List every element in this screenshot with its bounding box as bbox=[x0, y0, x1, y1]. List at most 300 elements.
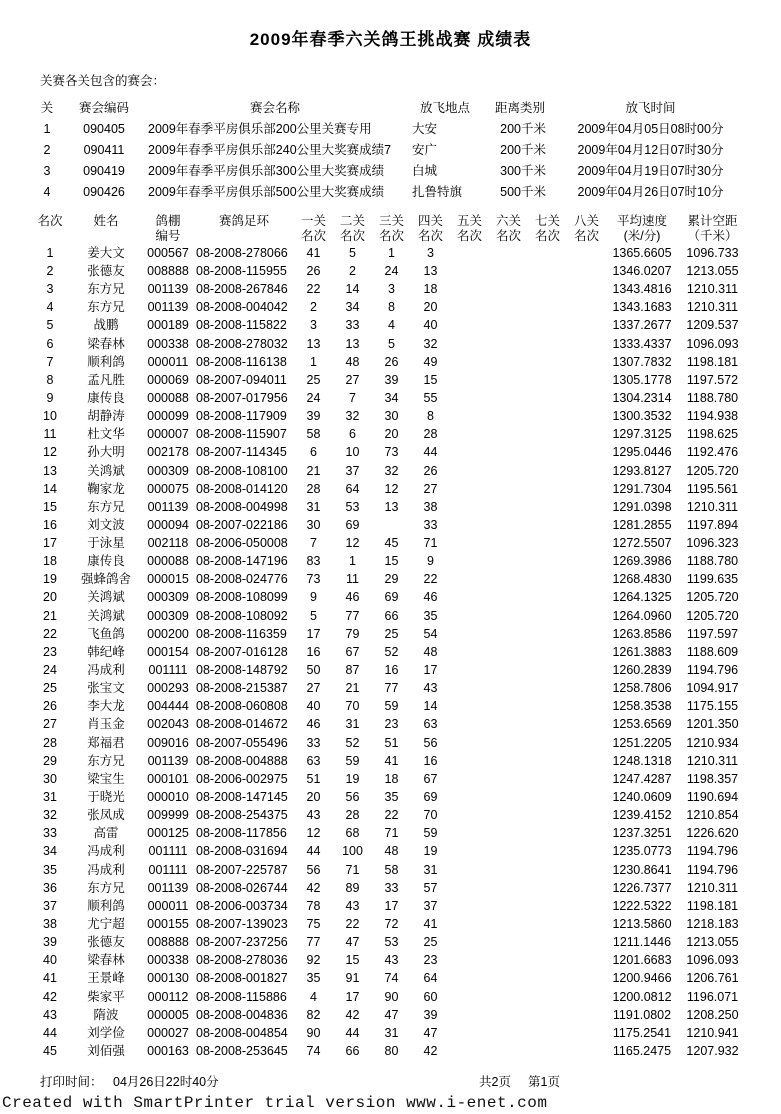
table-cell: 53 bbox=[345, 499, 360, 514]
table-cell bbox=[567, 444, 606, 462]
table-cell: 尤宁超 bbox=[87, 917, 125, 932]
table-cell bbox=[528, 335, 567, 353]
table-cell bbox=[489, 1006, 528, 1024]
table-cell: 37 bbox=[43, 898, 57, 913]
table-cell: 43 bbox=[306, 808, 321, 823]
table-cell: 08-2008-116359 bbox=[196, 626, 287, 641]
table-cell: 12 bbox=[43, 445, 57, 460]
table-cell: 1260.2839 bbox=[612, 663, 672, 678]
table-cell: 2009年04月05日08时00分 bbox=[577, 122, 724, 137]
table-cell: 刘文波 bbox=[87, 517, 125, 532]
table-cell bbox=[489, 262, 528, 280]
table-cell: 顺利鸽 bbox=[87, 354, 125, 369]
table-cell: 强蜂鸽舍 bbox=[80, 572, 131, 587]
table-cell bbox=[528, 951, 567, 969]
table-cell: (米/分) bbox=[623, 229, 661, 244]
table-row bbox=[30, 679, 747, 697]
table-cell: 44 bbox=[306, 844, 321, 859]
table-row bbox=[30, 317, 747, 335]
table-cell: 杜文华 bbox=[87, 427, 125, 442]
table-cell bbox=[528, 534, 567, 552]
table-cell: 1205.720 bbox=[686, 590, 739, 605]
table-cell bbox=[567, 298, 606, 316]
table-cell: 31 bbox=[306, 499, 321, 514]
table-cell bbox=[489, 861, 528, 879]
table-cell bbox=[489, 389, 528, 407]
table-cell: 1239.4152 bbox=[612, 808, 672, 823]
table-cell bbox=[450, 897, 489, 915]
table-cell: 1297.3125 bbox=[612, 427, 672, 442]
table-cell bbox=[528, 770, 567, 788]
table-cell: 东方兄 bbox=[87, 753, 125, 768]
table-cell: 5 bbox=[310, 608, 317, 623]
table-cell: 冯成利 bbox=[87, 663, 125, 678]
table-cell bbox=[489, 571, 528, 589]
table-cell: 13 bbox=[43, 463, 57, 478]
table-cell bbox=[528, 897, 567, 915]
table-cell: 08-2008-108100 bbox=[196, 463, 288, 478]
table-row bbox=[30, 280, 747, 298]
table-cell: 大安 bbox=[412, 122, 438, 137]
table-cell bbox=[450, 280, 489, 298]
table-cell: 1237.3251 bbox=[612, 826, 672, 841]
table-cell: 1194.796 bbox=[686, 844, 739, 859]
table-cell: 1 bbox=[46, 245, 54, 260]
table-row bbox=[30, 552, 747, 570]
table-row bbox=[30, 933, 747, 951]
table-cell: 24 bbox=[43, 663, 57, 678]
table-cell: 3 bbox=[43, 164, 51, 179]
table-cell: 编号 bbox=[155, 229, 181, 244]
table-cell bbox=[567, 716, 606, 734]
table-cell: 08-2008-115907 bbox=[196, 427, 287, 442]
table-cell: 08-2008-117856 bbox=[196, 826, 287, 841]
table-cell bbox=[567, 353, 606, 371]
table-cell: 41 bbox=[423, 917, 438, 932]
table-cell bbox=[528, 933, 567, 951]
table-cell: 004444 bbox=[147, 699, 189, 714]
table-cell bbox=[450, 970, 489, 988]
table-cell: 2009年04月12日07时30分 bbox=[577, 143, 724, 158]
table-cell: 11 bbox=[346, 572, 359, 587]
table-cell bbox=[489, 607, 528, 625]
table-cell bbox=[528, 498, 567, 516]
table-cell: 32 bbox=[345, 409, 360, 424]
table-cell bbox=[450, 843, 489, 861]
table-cell: 1165.2475 bbox=[612, 1044, 672, 1058]
table-cell: 1230.8641 bbox=[612, 862, 672, 877]
table-cell: 38 bbox=[43, 917, 57, 932]
table-cell: 73 bbox=[384, 445, 399, 460]
table-cell: 6 bbox=[349, 427, 356, 442]
table-cell: 13 bbox=[384, 499, 399, 514]
table-cell: 71 bbox=[384, 826, 399, 841]
table-cell: 22 bbox=[384, 808, 399, 823]
table-cell: 1096.323 bbox=[686, 536, 739, 551]
table-cell: 刘学俭 bbox=[87, 1025, 125, 1040]
table-cell: 47 bbox=[423, 1025, 438, 1040]
table-cell: 08-2006-002975 bbox=[196, 771, 288, 786]
table-cell bbox=[450, 716, 489, 734]
table-cell: 34 bbox=[384, 390, 399, 405]
table-cell: 87 bbox=[345, 663, 360, 678]
table-cell: 000338 bbox=[147, 953, 189, 968]
table-cell: 1263.8586 bbox=[612, 626, 672, 641]
table-cell: 1248.1318 bbox=[612, 753, 672, 768]
table-cell: 55 bbox=[423, 390, 438, 405]
table-cell: 008888 bbox=[147, 263, 189, 278]
table-row bbox=[30, 444, 747, 462]
table-cell bbox=[450, 788, 489, 806]
table-cell: 1188.609 bbox=[686, 644, 739, 659]
table-cell: 44 bbox=[345, 1025, 360, 1040]
table-cell: 58 bbox=[306, 427, 321, 442]
table-cell: 王景峰 bbox=[87, 971, 125, 986]
table-cell bbox=[567, 679, 606, 697]
table-cell bbox=[567, 516, 606, 534]
table-cell: 梁春林 bbox=[87, 953, 125, 968]
table-cell: 4 bbox=[388, 318, 395, 333]
table-cell: 64 bbox=[423, 971, 438, 986]
table-cell: 001139 bbox=[147, 282, 189, 297]
races-section-label: 关赛各关包含的赛会： bbox=[40, 74, 166, 88]
table-cell: 090426 bbox=[83, 185, 125, 200]
table-row bbox=[30, 140, 745, 161]
table-cell: 44 bbox=[43, 1025, 57, 1040]
table-cell: 000338 bbox=[147, 336, 189, 351]
table-cell: 3 bbox=[46, 282, 54, 297]
table-cell: 51 bbox=[306, 771, 321, 786]
table-row bbox=[30, 788, 747, 806]
table-cell: 1200.0812 bbox=[612, 989, 672, 1004]
table-cell bbox=[489, 1042, 528, 1060]
table-row bbox=[30, 516, 747, 534]
table-cell: 名次 bbox=[339, 229, 365, 244]
table-cell bbox=[567, 915, 606, 933]
table-cell bbox=[450, 861, 489, 879]
table-cell: 1210.311 bbox=[686, 300, 739, 315]
table-cell: 63 bbox=[423, 717, 438, 732]
table-row bbox=[30, 98, 745, 119]
table-cell: 20 bbox=[43, 590, 57, 605]
table-cell: 1211.1446 bbox=[612, 935, 672, 950]
table-cell: 80 bbox=[384, 1044, 399, 1058]
table-cell: 08-2008-115886 bbox=[196, 989, 287, 1004]
table-cell: 鞠家龙 bbox=[87, 481, 125, 496]
table-cell bbox=[489, 933, 528, 951]
table-cell bbox=[489, 879, 528, 897]
table-cell: 008888 bbox=[147, 935, 189, 950]
table-cell: 91 bbox=[345, 971, 360, 986]
table-cell: 000015 bbox=[147, 572, 189, 587]
table-cell bbox=[450, 625, 489, 643]
table-cell bbox=[528, 988, 567, 1006]
table-cell bbox=[567, 571, 606, 589]
table-cell: 000567 bbox=[147, 245, 189, 260]
table-cell: 000088 bbox=[147, 390, 189, 405]
table-cell: 64 bbox=[345, 481, 360, 496]
table-cell bbox=[567, 244, 606, 262]
table-cell: 名次 bbox=[378, 229, 404, 244]
table-cell: 1247.4287 bbox=[612, 771, 672, 786]
table-cell: 42 bbox=[345, 1007, 360, 1022]
table-cell: 顺利鸽 bbox=[87, 898, 125, 913]
table-cell: 33 bbox=[345, 318, 360, 333]
table-cell: 31 bbox=[423, 862, 438, 877]
table-cell: 26 bbox=[43, 699, 57, 714]
table-row bbox=[30, 1042, 747, 1060]
table-cell: 一关 bbox=[300, 214, 326, 229]
table-cell: 1205.720 bbox=[686, 463, 739, 478]
table-cell: 009999 bbox=[147, 808, 189, 823]
table-cell: 28 bbox=[43, 735, 57, 750]
table-cell bbox=[567, 643, 606, 661]
table-cell bbox=[450, 407, 489, 425]
table-cell bbox=[567, 462, 606, 480]
table-cell bbox=[567, 698, 606, 716]
table-cell: 82 bbox=[306, 1007, 321, 1022]
table-cell bbox=[450, 571, 489, 589]
table-cell bbox=[567, 498, 606, 516]
table-cell: 关 bbox=[40, 101, 54, 116]
table-cell: 五关 bbox=[456, 214, 482, 229]
table-cell: 16 bbox=[306, 644, 321, 659]
table-row bbox=[30, 915, 747, 933]
table-row bbox=[30, 498, 747, 516]
table-cell bbox=[450, 371, 489, 389]
table-cell: 009016 bbox=[147, 735, 189, 750]
table-cell: 000309 bbox=[147, 590, 189, 605]
table-cell: 1197.597 bbox=[686, 626, 739, 641]
table-cell: 79 bbox=[345, 626, 360, 641]
table-cell: 1337.2677 bbox=[612, 318, 672, 333]
table-cell: 000069 bbox=[147, 372, 189, 387]
table-cell: 74 bbox=[306, 1044, 321, 1058]
table-cell: 10 bbox=[345, 445, 360, 460]
table-cell: 东方兄 bbox=[87, 499, 125, 514]
table-row bbox=[30, 661, 747, 679]
table-cell bbox=[450, 679, 489, 697]
table-cell: 67 bbox=[423, 771, 438, 786]
table-cell: 41 bbox=[43, 971, 57, 986]
table-cell: 2009年春季平房俱乐部300公里大奖赛成绩 bbox=[148, 164, 385, 179]
table-row bbox=[30, 897, 747, 915]
table-cell: 46 bbox=[345, 590, 360, 605]
table-cell bbox=[450, 317, 489, 335]
table-cell: 15 bbox=[345, 953, 360, 968]
table-cell: 08-2008-014672 bbox=[196, 717, 288, 732]
table-cell bbox=[450, 1024, 489, 1042]
table-cell: 08-2008-253645 bbox=[196, 1044, 288, 1058]
table-cell: 52 bbox=[345, 735, 360, 750]
table-cell: 1269.3986 bbox=[612, 554, 672, 569]
table-cell bbox=[489, 770, 528, 788]
table-cell bbox=[567, 625, 606, 643]
table-cell: 08-2007-055496 bbox=[196, 735, 288, 750]
table-cell: 39 bbox=[384, 372, 399, 387]
table-cell: 26 bbox=[306, 263, 321, 278]
table-cell bbox=[567, 280, 606, 298]
table-row bbox=[30, 371, 747, 389]
results-table-body bbox=[30, 244, 747, 1060]
table-cell: 26 bbox=[384, 354, 399, 369]
table-cell: 39 bbox=[306, 409, 321, 424]
table-row bbox=[30, 262, 747, 280]
table-row bbox=[30, 752, 747, 770]
table-cell: 56 bbox=[423, 735, 438, 750]
table-cell: 放飞时间 bbox=[625, 101, 676, 116]
table-cell: 08-2007-094011 bbox=[196, 372, 287, 387]
table-cell: 31 bbox=[345, 717, 360, 732]
table-row bbox=[30, 182, 745, 203]
table-cell: 44 bbox=[423, 445, 438, 460]
table-cell: 000094 bbox=[147, 517, 189, 532]
table-cell: 1210.941 bbox=[686, 1025, 739, 1040]
table-cell: 扎鲁特旗 bbox=[412, 185, 463, 200]
table-cell: 24 bbox=[306, 390, 321, 405]
table-cell: 25 bbox=[423, 935, 438, 950]
table-cell: 30 bbox=[43, 771, 57, 786]
table-cell bbox=[489, 371, 528, 389]
table-cell: 08-2008-004042 bbox=[196, 300, 288, 315]
table-cell: 1295.0446 bbox=[612, 445, 672, 460]
table-cell: 21 bbox=[345, 681, 360, 696]
table-cell bbox=[450, 806, 489, 824]
table-cell: 30 bbox=[384, 409, 399, 424]
table-cell bbox=[528, 806, 567, 824]
table-cell: 1 bbox=[43, 122, 51, 137]
table-cell bbox=[567, 806, 606, 824]
table-cell: 1253.6569 bbox=[612, 717, 672, 732]
table-cell: 16 bbox=[43, 517, 57, 532]
table-cell: 1304.2314 bbox=[612, 390, 672, 405]
table-cell bbox=[567, 951, 606, 969]
table-cell: 08-2008-004836 bbox=[196, 1007, 288, 1022]
table-cell: 放飞地点 bbox=[419, 101, 470, 116]
table-cell: 1300.3532 bbox=[612, 409, 672, 424]
table-cell: 08-2008-278036 bbox=[196, 953, 288, 968]
table-cell: 35 bbox=[384, 790, 399, 805]
table-cell: 名次 bbox=[456, 229, 482, 244]
table-cell: 1305.1778 bbox=[612, 372, 672, 387]
results-table-header bbox=[30, 214, 747, 244]
table-cell bbox=[194, 229, 294, 244]
table-cell: 31 bbox=[384, 1025, 399, 1040]
table-cell bbox=[528, 788, 567, 806]
table-cell: 27 bbox=[306, 681, 321, 696]
table-cell: 34 bbox=[345, 300, 360, 315]
table-cell: 赛会名称 bbox=[249, 101, 300, 116]
table-cell: 47 bbox=[384, 1007, 399, 1022]
table-cell: 34 bbox=[43, 844, 57, 859]
table-cell: 22 bbox=[345, 917, 360, 932]
table-cell bbox=[528, 1042, 567, 1060]
table-cell bbox=[528, 571, 567, 589]
table-cell: 9 bbox=[427, 554, 434, 569]
table-cell: 累计空距 bbox=[687, 214, 738, 229]
table-row bbox=[30, 462, 747, 480]
table-cell: 08-2008-060808 bbox=[196, 699, 288, 714]
table-cell bbox=[528, 679, 567, 697]
table-cell bbox=[528, 825, 567, 843]
table-cell: 22 bbox=[423, 572, 438, 587]
table-cell bbox=[528, 353, 567, 371]
table-cell bbox=[528, 425, 567, 443]
table-cell: 000005 bbox=[147, 1007, 189, 1022]
table-cell: 8 bbox=[427, 409, 434, 424]
table-cell bbox=[567, 770, 606, 788]
table-cell: 45 bbox=[384, 536, 399, 551]
table-cell bbox=[489, 806, 528, 824]
table-cell: 赛鸽足环 bbox=[218, 214, 269, 229]
table-cell: 11 bbox=[43, 427, 57, 442]
table-cell bbox=[450, 915, 489, 933]
table-cell bbox=[450, 353, 489, 371]
table-cell: 1194.796 bbox=[686, 663, 739, 678]
table-cell: 000189 bbox=[147, 318, 189, 333]
table-cell: 28 bbox=[423, 427, 438, 442]
table-cell bbox=[528, 643, 567, 661]
table-cell: 000027 bbox=[147, 1025, 189, 1040]
table-row bbox=[30, 480, 747, 498]
table-cell: 5 bbox=[46, 318, 54, 333]
table-cell bbox=[528, 734, 567, 752]
table-cell bbox=[489, 353, 528, 371]
table-cell: 08-2008-108092 bbox=[196, 608, 288, 623]
table-cell bbox=[567, 607, 606, 625]
table-row bbox=[30, 425, 747, 443]
table-cell: 1210.311 bbox=[686, 753, 739, 768]
table-cell bbox=[567, 317, 606, 335]
table-cell: 08-2008-026744 bbox=[196, 880, 288, 895]
table-cell bbox=[567, 407, 606, 425]
table-cell: 1191.0802 bbox=[612, 1007, 672, 1022]
table-cell: 9 bbox=[46, 390, 54, 405]
table-cell: 安广 bbox=[412, 143, 438, 158]
table-cell: 平均速度 bbox=[616, 214, 667, 229]
table-cell bbox=[528, 879, 567, 897]
table-cell: 21 bbox=[43, 608, 57, 623]
table-cell: 16 bbox=[384, 663, 399, 678]
table-cell: 73 bbox=[306, 572, 321, 587]
table-cell: 1188.780 bbox=[686, 390, 739, 405]
table-cell: 08-2008-148792 bbox=[196, 663, 288, 678]
table-cell bbox=[489, 915, 528, 933]
table-cell: 姓名 bbox=[93, 214, 119, 229]
table-cell: 35 bbox=[306, 971, 321, 986]
table-cell: 1209.537 bbox=[686, 318, 739, 333]
table-cell: 13 bbox=[306, 336, 321, 351]
table-cell bbox=[450, 734, 489, 752]
table-cell: 康传良 bbox=[87, 554, 125, 569]
table-cell bbox=[450, 661, 489, 679]
table-cell bbox=[450, 1006, 489, 1024]
table-cell: 隋波 bbox=[93, 1007, 119, 1022]
table-cell: 东方兄 bbox=[87, 880, 125, 895]
table-cell: 2 bbox=[46, 263, 54, 278]
table-cell: 48 bbox=[423, 644, 438, 659]
table-cell: 2009年春季平房俱乐部200公里关赛专用 bbox=[148, 122, 372, 137]
table-cell: 19 bbox=[423, 844, 438, 859]
page-footer bbox=[0, 1072, 781, 1088]
table-cell: 46 bbox=[423, 590, 438, 605]
table-cell: 48 bbox=[384, 844, 399, 859]
table-cell: 17 bbox=[345, 989, 360, 1004]
table-cell: 2009年04月26日07时10分 bbox=[577, 185, 724, 200]
table-cell bbox=[489, 244, 528, 262]
table-cell: 东方兄 bbox=[87, 282, 125, 297]
table-cell: 1094.917 bbox=[686, 681, 739, 696]
